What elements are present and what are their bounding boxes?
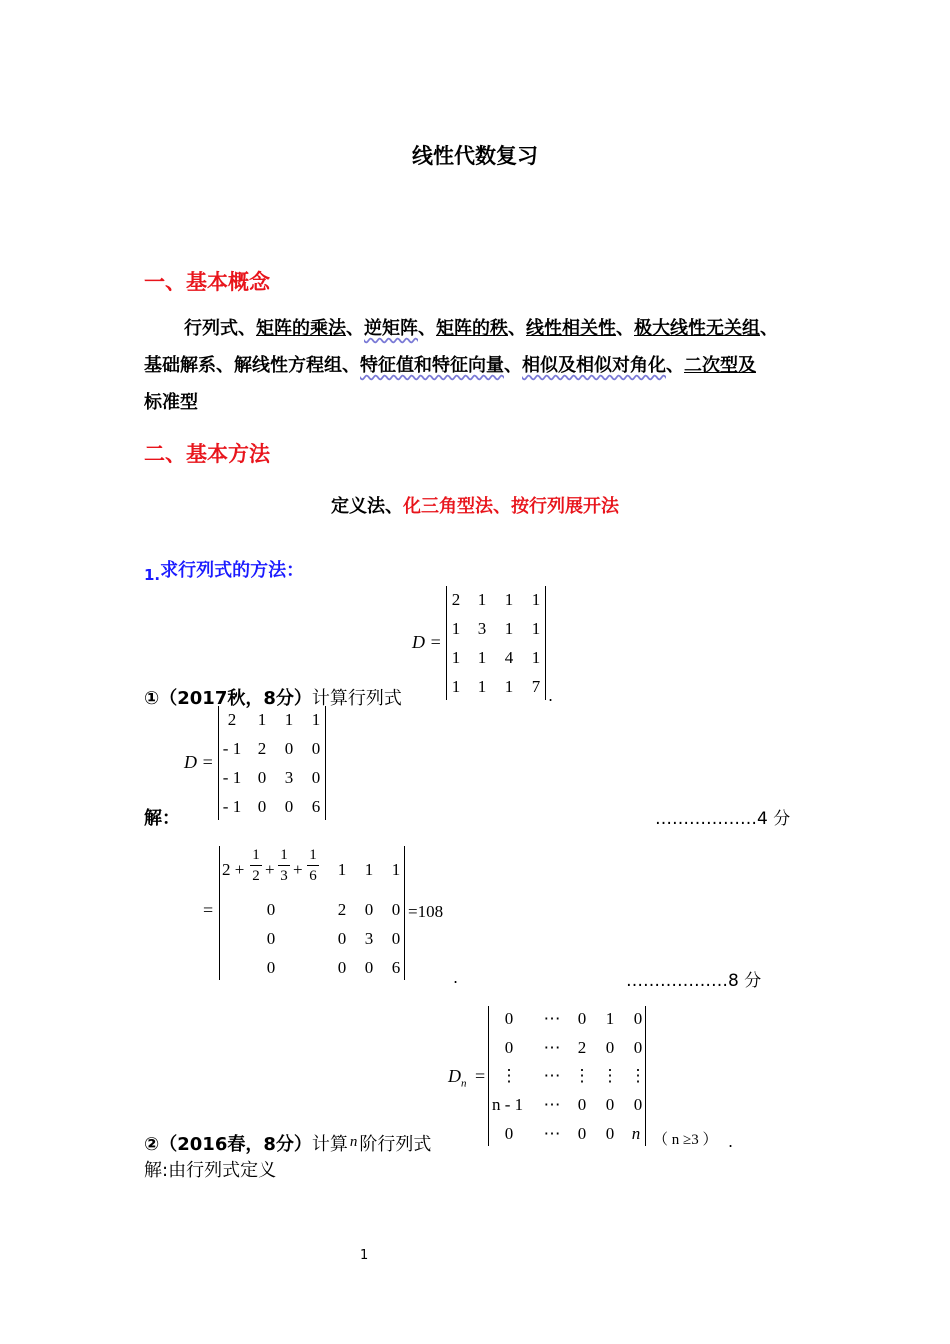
- matrix-cell: 2: [227, 710, 237, 729]
- matrix-cell: 1: [284, 710, 294, 729]
- separator: 、: [760, 318, 778, 339]
- q1-d-label: D =: [412, 632, 442, 652]
- concept: 逆矩阵: [364, 318, 418, 339]
- matrix-cell: 0: [577, 1095, 587, 1114]
- separator: 、: [418, 318, 436, 339]
- matrix-cell: 3: [364, 929, 374, 948]
- q2-solution: 解:由行列式定义: [144, 1160, 277, 1181]
- matrix-cell: 0: [311, 768, 321, 787]
- matrix-cell: 2: [577, 1038, 587, 1057]
- concept: 矩阵的秩: [436, 318, 508, 339]
- matrix-cell: 1: [451, 648, 461, 667]
- matrix-cell: 1: [477, 590, 487, 609]
- score-4: ………………4 分: [655, 809, 791, 829]
- matrix-cell: 0: [257, 797, 267, 816]
- q2-question: [144, 1130, 431, 1156]
- matrix-cell: 6: [391, 958, 401, 977]
- separator: 、: [346, 318, 364, 339]
- plus-sign: +: [265, 860, 275, 879]
- matrix-cell: 0: [577, 1124, 587, 1143]
- matrix-cell: 1: [531, 590, 541, 609]
- method-definition: 定义法、: [331, 496, 403, 517]
- section-heading-basic-concepts: 一、基本概念: [144, 270, 270, 294]
- solution-label: 解：: [144, 808, 180, 829]
- concept: 相似及相似对角化: [522, 355, 666, 376]
- matrix-cell: 0: [284, 739, 294, 758]
- q2-condition: （ n ≥3 ）: [653, 1132, 718, 1148]
- frac-num: 1: [252, 847, 260, 863]
- q2-n-symbol: n: [349, 1134, 358, 1150]
- matrix-cell: ⋯: [543, 1124, 561, 1143]
- item-number: 1.: [144, 566, 161, 584]
- item-heading: [144, 556, 304, 584]
- q2-text-post: 阶行列式: [359, 1134, 432, 1155]
- matrix-cell: 0: [504, 1124, 514, 1143]
- matrix-cell: 0: [605, 1095, 615, 1114]
- frac-num: 1: [309, 847, 317, 863]
- matrix-cell: 6: [311, 797, 321, 816]
- matrix-cell: 1: [504, 590, 514, 609]
- frac-line: [307, 865, 319, 866]
- concept: 解线性方程组: [234, 355, 342, 376]
- matrix-cell: ⋮: [629, 1066, 647, 1085]
- matrix-cell: 0: [605, 1038, 615, 1057]
- matrix-cell: 0: [311, 739, 321, 758]
- matrix-cell: 0: [391, 900, 401, 919]
- frac-line: [278, 865, 290, 866]
- concept: 基础解系: [144, 355, 216, 376]
- matrix-cell: 0: [633, 1009, 643, 1028]
- item-title: 求行列式的方法：: [160, 560, 305, 581]
- concept: 线性相关性: [526, 318, 616, 339]
- concepts-paragraph: [144, 310, 824, 421]
- dn-symbol: D: [448, 1066, 461, 1086]
- matrix-cell: 1: [391, 860, 401, 879]
- matrix-cell: 0: [266, 958, 276, 977]
- separator: 、: [508, 318, 526, 339]
- step2-determinant: [219, 846, 405, 980]
- matrix-cell: n: [631, 1124, 641, 1143]
- matrix-cell: 1: [605, 1009, 615, 1028]
- matrix-cell: 1: [531, 648, 541, 667]
- q1-text: 计算行列式: [311, 688, 402, 709]
- matrix-cell: 0: [364, 958, 374, 977]
- matrix-cell: 1: [451, 677, 461, 696]
- matrix-cell: 1: [257, 710, 267, 729]
- matrix-cell: 1: [311, 710, 321, 729]
- matrix-cell: - 1: [222, 797, 242, 816]
- page-title: 线性代数复习: [412, 144, 538, 168]
- separator: 、: [616, 318, 634, 339]
- matrix-cell: ⋯: [543, 1066, 561, 1085]
- matrix-cell: 1: [504, 677, 514, 696]
- matrix-cell: 0: [633, 1095, 643, 1114]
- matrix-cell: 3: [284, 768, 294, 787]
- frac-line: [250, 865, 262, 866]
- methods-line: [0, 492, 950, 518]
- matrix-cell: ⋯: [543, 1009, 561, 1028]
- concept: 极大线性无关组: [634, 318, 760, 339]
- page-number: 1: [360, 1248, 369, 1263]
- step1-d-label: D =: [184, 752, 214, 772]
- matrix-cell: 1: [337, 860, 347, 879]
- matrix-cell: - 1: [222, 739, 242, 758]
- matrix-cell: 0: [391, 929, 401, 948]
- matrix-cell: 0: [284, 797, 294, 816]
- matrix-cell: 7: [531, 677, 541, 696]
- q1-period: .: [548, 686, 554, 705]
- separator: 、: [342, 355, 360, 376]
- matrix-cell: 0: [504, 1038, 514, 1057]
- matrix-cell: 1: [364, 860, 374, 879]
- matrix-cell: 0: [257, 768, 267, 787]
- matrix-cell: 0: [577, 1009, 587, 1028]
- separator: 、: [666, 355, 684, 376]
- matrix-cell: 0: [266, 900, 276, 919]
- q2-determinant: [488, 1006, 646, 1146]
- q2-label: ②（2016春，8分）: [144, 1134, 312, 1155]
- separator: 、: [216, 355, 234, 376]
- dn-equals: =: [475, 1066, 486, 1086]
- matrix-cell: 1: [504, 619, 514, 638]
- dn-label: [448, 1066, 467, 1090]
- matrix-cell: 2: [337, 900, 347, 919]
- matrix-cell: - 1: [222, 768, 242, 787]
- matrix-cell: 0: [337, 929, 347, 948]
- score-8: ………………8 分: [626, 971, 762, 991]
- matrix-cell: n - 1: [492, 1095, 524, 1114]
- q1-label: ①（2017秋，8分）: [144, 688, 312, 709]
- matrix-cell: 0: [605, 1124, 615, 1143]
- matrix-cell: ⋮: [500, 1066, 518, 1085]
- frac-den: 2: [252, 868, 260, 884]
- concept: 二次型及: [684, 355, 756, 376]
- q1-determinant: [446, 586, 546, 700]
- separator: 、: [238, 318, 256, 339]
- matrix-cell: ⋮: [573, 1066, 591, 1085]
- frac-den: 3: [280, 868, 288, 884]
- matrix-cell: 0: [364, 900, 374, 919]
- matrix-cell: 3: [477, 619, 487, 638]
- matrix-cell: 0: [266, 929, 276, 948]
- method-list: 化三角型法、按行列展开法: [403, 496, 619, 517]
- section-heading-basic-methods: 二、基本方法: [144, 442, 270, 466]
- concept: 行列式: [184, 318, 238, 339]
- matrix-cell: 0: [337, 958, 347, 977]
- matrix-cell: 0: [633, 1038, 643, 1057]
- matrix-cell: ⋯: [543, 1038, 561, 1057]
- sum-term: 2 +: [222, 860, 245, 879]
- step2-equals: =: [203, 900, 214, 920]
- matrix-cell: 0: [504, 1009, 514, 1028]
- concept: 矩阵的乘法: [256, 318, 346, 339]
- frac-den: 6: [309, 868, 317, 884]
- matrix-cell: 1: [531, 619, 541, 638]
- matrix-cell: ⋮: [601, 1066, 619, 1085]
- matrix-cell: ⋯: [543, 1095, 561, 1114]
- dn-subscript: n: [461, 1077, 467, 1090]
- q2-text-pre: 计算: [311, 1134, 348, 1155]
- separator: 、: [504, 355, 522, 376]
- matrix-cell: 4: [504, 648, 514, 667]
- matrix-cell: 2: [257, 739, 267, 758]
- matrix-cell: 1: [477, 648, 487, 667]
- step1-determinant: [218, 706, 326, 820]
- matrix-cell: 1: [451, 619, 461, 638]
- concept: 标准型: [144, 392, 198, 413]
- q2-period: .: [728, 1132, 734, 1151]
- concept: 特征值和特征向量: [360, 355, 504, 376]
- matrix-cell: 1: [477, 677, 487, 696]
- step2-period: .: [453, 968, 459, 987]
- step2-result: =108: [408, 902, 444, 921]
- frac-num: 1: [280, 847, 288, 863]
- plus-sign: +: [293, 860, 303, 879]
- matrix-cell: 2: [451, 590, 461, 609]
